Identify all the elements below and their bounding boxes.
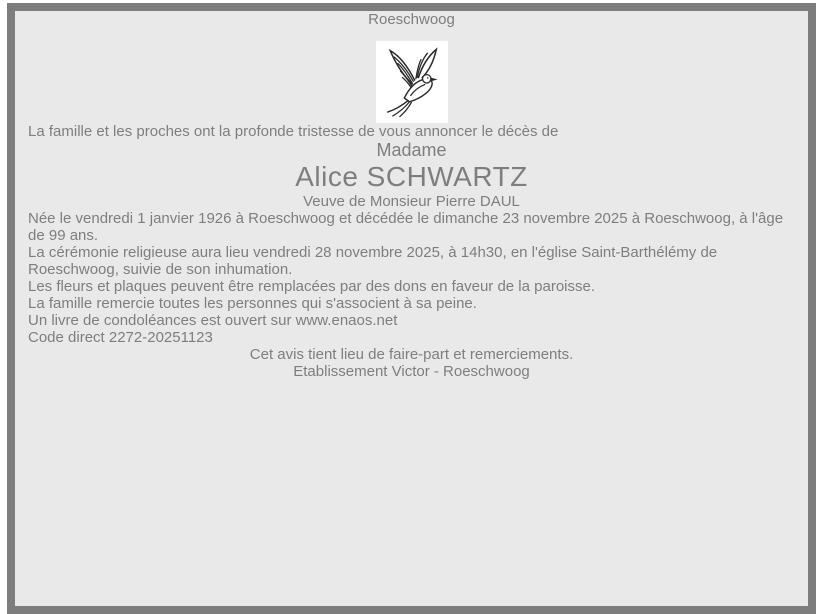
thanks-text: La famille remercie toutes les personnes qui s'associent à sa peine.	[28, 295, 477, 312]
notice-statement: Cet avis tient lieu de faire-part et remerciements.	[249, 346, 574, 363]
birth-death-text: Née le vendredi 1 janvier 1926 à Roeschwoog et décédée le dimanche 23 novembre 2025 à Roeschwoog, à l'âge de 99 ans.	[28, 210, 784, 244]
ceremony-text: La cérémonie religieuse aura lieu vendredi 28 novembre 2025, à 14h30, en l'église Saint-Barthélémy de Roeschwoog, suivie de son inhumation.	[28, 244, 718, 278]
relation-text: Veuve de Monsieur Pierre DAUL	[303, 193, 520, 210]
deceased-name: Alice SCHWARTZ	[295, 161, 528, 192]
location-header: Roeschwoog	[368, 11, 455, 28]
intro-text: La famille et les proches ont la profonde tristesse de vous annoncer le décès de	[28, 123, 559, 140]
death-notice-card	[7, 3, 816, 614]
dove-icon	[380, 44, 444, 120]
direct-code-text: Code direct 2272-20251123	[28, 329, 213, 346]
flowers-text: Les fleurs et plaques peuvent être remplacées par des dons en faveur de la paroisse.	[28, 278, 596, 295]
condolence-book-text: Un livre de condoléances est ouvert sur www.enaos.net	[28, 312, 398, 329]
establishment-name: Etablissement Victor - Roeschwoog	[293, 363, 530, 380]
dove-image	[376, 41, 448, 123]
civility-title: Madame	[376, 140, 447, 160]
